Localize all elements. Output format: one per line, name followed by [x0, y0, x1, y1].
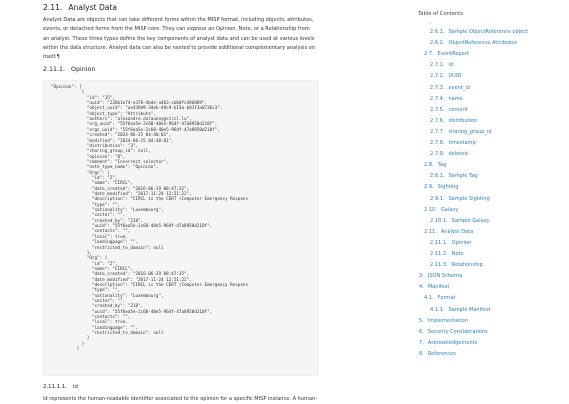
subsubsection-heading	[43, 384, 78, 390]
code-line: "uuid": "55f6ea5e-2c60-40e5-964f-47a8950d210f",	[51, 309, 213, 315]
toc-item-label: Sample Manifest	[448, 306, 491, 313]
intro-line: an analyst. These three types define the key components of analyst data and can be used at various levels	[43, 35, 315, 42]
toc-item-number: 2.9.1.	[430, 195, 445, 202]
toc-item-label: References	[427, 350, 456, 357]
code-line: "uuid": "238b1e74-e378-4bde-a463-cbb8fc496889",	[51, 101, 208, 107]
toc-item-number: 2.6.2.	[430, 40, 445, 47]
toc-item-number: 2.7.	[424, 51, 434, 58]
code-line: "Org": {	[51, 256, 108, 262]
toc-item-number: 2.7.5.	[430, 106, 445, 113]
toc-item-label: Tag	[437, 162, 447, 169]
code-line: "modified": "2024-06-25 04:40:01",	[51, 138, 174, 144]
intro-line: Analyst Data are objects that can take different forms within the MISP format, including objects, attributes,	[43, 17, 314, 23]
code-line: "restricted_to_domain": null	[51, 331, 164, 337]
code-line: "contacts": "",	[51, 229, 131, 235]
toc-item[interactable]	[419, 273, 462, 279]
toc-item[interactable]	[430, 85, 470, 91]
toc-item[interactable]	[424, 229, 473, 235]
code-line: "type": "",	[51, 288, 121, 294]
toc-item[interactable]	[419, 329, 488, 335]
code-line: "sharing_group_id": null,	[51, 149, 151, 155]
toc-item-number: 2.11.3.	[430, 262, 448, 269]
toc-item-label: Manifest	[427, 284, 450, 291]
toc-item[interactable]	[419, 318, 468, 324]
code-line: "date_created": "2016-06-29 08:47:35",	[51, 186, 190, 192]
toc-item-number: 2.7.9.	[430, 151, 445, 158]
intro-paragraph	[43, 16, 319, 62]
code-line: "opinion": "0",	[51, 154, 126, 160]
table-of-contents	[418, 0, 569, 404]
code-line: "local": true,	[51, 234, 128, 240]
code-line: "date_modified": "2017-11-24 12:51:22",	[51, 192, 192, 197]
subsection-heading	[43, 66, 95, 73]
section-heading	[43, 3, 117, 12]
toc-item[interactable]	[430, 251, 464, 257]
toc-item[interactable]	[424, 162, 446, 168]
toc-item-number: 4.1.1.	[430, 306, 445, 313]
code-line: "nationality": "Luxembourg",	[51, 293, 164, 299]
toc-item-label: Sample ObjectReference object	[448, 29, 528, 35]
code-line: }	[51, 341, 85, 347]
toc-item-number: 2.8.1.	[430, 173, 445, 180]
toc-item-label: event_id	[448, 84, 470, 91]
code-line: "note_type_name": "Opinion",	[51, 165, 159, 171]
toc-item-number: 4.1.	[424, 295, 434, 302]
toc-item[interactable]	[430, 96, 463, 102]
toc-item-label: sharing_group_id	[448, 128, 492, 135]
toc-item[interactable]	[430, 218, 490, 224]
toc-item-number: 3.	[419, 273, 424, 280]
code-line: "sector": "",	[51, 299, 126, 304]
subsection-number: 2.11.1.	[43, 66, 66, 73]
toc-item-number: 2.10.1.	[430, 217, 448, 224]
toc-item-number: 4.	[419, 284, 424, 291]
toc-item-label: Note	[451, 251, 464, 257]
toc-item[interactable]	[430, 107, 468, 113]
toc-item[interactable]	[419, 284, 449, 290]
toc-item-label: Sample Tag	[448, 173, 478, 180]
code-line: "Opinion": [	[51, 85, 82, 90]
toc-item[interactable]	[424, 295, 455, 301]
toc-item-label: name	[448, 95, 463, 102]
toc-scroll-indicator: ,	[430, 19, 432, 25]
toc-item-number: 8.	[419, 350, 424, 357]
toc-item[interactable]	[430, 62, 453, 68]
code-line: "nationality": "Luxembourg",	[51, 208, 164, 214]
id-paragraph: id represents the human-readable identifier associated to the opinion for a specific MISP instance. A human-	[43, 396, 318, 402]
toc-item[interactable]	[424, 51, 469, 57]
code-line: {	[51, 90, 85, 96]
code-line: "Orgc": {	[51, 170, 110, 176]
toc-item-number: 2.7.8.	[430, 140, 445, 146]
toc-item-label: content	[448, 106, 468, 113]
toc-title: Table of Contents	[418, 11, 464, 17]
subsubsection-title: id	[73, 384, 78, 390]
code-line: "contacts": "",	[51, 315, 131, 321]
code-line: "date_created": "2016-06-29 08:47:35",	[51, 272, 190, 278]
toc-item-label: deleted	[448, 151, 468, 158]
intro-line: itself.¶	[43, 54, 60, 61]
toc-item-number: 5.	[419, 317, 424, 324]
toc-item-label: Format	[437, 295, 456, 302]
subsubsection-number: 2.11.1.1.	[43, 384, 68, 390]
code-line: "landingpage": "",	[51, 325, 138, 331]
code-line: "comment": "Incorrect selector",	[51, 159, 169, 165]
toc-item-number: 2.7.3.	[430, 84, 445, 91]
toc-item-number: 2.11.2.	[430, 251, 448, 257]
code-line: "orgc_uuid": "55f6ea5e-2c60-40e5-964f-47a8950d210f",	[51, 127, 220, 133]
code-line: "org_uuid": "55f6ea5e-2c60-40e5-964f-47a8950d210f",	[51, 122, 218, 128]
toc-item-label: UUID	[448, 73, 462, 80]
main-content	[43, 0, 318, 404]
code-line: "object_type": "Attribute",	[51, 111, 156, 117]
toc-item-label: Implementation	[427, 317, 468, 324]
toc-item[interactable]	[430, 307, 491, 313]
toc-item-label: Sample Galaxy	[451, 217, 490, 224]
toc-item[interactable]	[419, 351, 456, 357]
toc-item[interactable]	[419, 340, 477, 346]
toc-item-label: EventReport	[437, 51, 469, 58]
code-line: "local": true,	[51, 320, 128, 326]
toc-item-number: 2.7.6.	[430, 117, 445, 124]
toc-item-label: Galaxy	[440, 206, 459, 213]
code-line: "restricted_to_domain": null	[51, 245, 164, 251]
toc-item-number: 2.10.	[424, 206, 437, 213]
code-line: },	[51, 250, 92, 256]
intro-line: events, or detached forms from the MISP core. They can express an Opinion, Note, or a Relationship from	[43, 26, 310, 33]
code-line: "id": "2",	[51, 175, 118, 181]
section-number: 2.11.	[43, 3, 63, 12]
toc-item[interactable]	[424, 207, 458, 213]
toc-item-label: JSON Schema	[427, 273, 463, 280]
toc-item[interactable]	[430, 129, 492, 135]
code-line: "authors": "alexandre.dulaunoy@circl.lu",	[51, 117, 192, 123]
code-line: "distribution": "3",	[51, 143, 138, 149]
intro-line: within the data structure. Analyst data can also be nested to provide additional complementary analysis on	[43, 44, 316, 51]
toc-item[interactable]	[430, 262, 483, 268]
toc-item-number: 2.8.	[424, 162, 434, 169]
toc-item[interactable]	[430, 29, 528, 35]
toc-item-number: 2.7.4.	[430, 95, 445, 102]
code-line: "id": "2",	[51, 261, 118, 267]
code-line: "name": "CIRCL",	[51, 181, 133, 187]
toc-item[interactable]	[430, 40, 517, 46]
code-line: "sector": "",	[51, 213, 126, 219]
toc-item[interactable]	[430, 196, 490, 202]
toc-item[interactable]	[424, 184, 458, 190]
code-block[interactable]	[43, 80, 318, 376]
toc-item[interactable]	[430, 151, 468, 157]
toc-item-label: Analyst Data	[440, 228, 474, 235]
toc-item[interactable]	[430, 140, 476, 146]
toc-item-label: id	[448, 62, 454, 69]
code-line: "description": "CIRCL is the CERT (Computer Emergency Respons	[51, 282, 249, 288]
toc-item-number: 7.	[419, 339, 424, 346]
code-line: "type": "",	[51, 202, 121, 208]
toc-item-number: 2.9.	[424, 184, 434, 191]
toc-item-label: distribution	[448, 117, 478, 124]
code-line: ]	[51, 347, 80, 353]
toc-item-number: 2.7.2.	[430, 73, 445, 80]
toc-item-number: 2.7.7.	[430, 128, 445, 135]
toc-item-number: 6.	[419, 328, 424, 335]
code-line: "description": "CIRCL is the CERT (Computer Emergency Respons	[51, 197, 249, 203]
code-line: "object_uuid": "ae439d9-3deb-49c9-b13a-b01f3a0736c3",	[51, 106, 223, 112]
section-title: Analyst Data	[68, 3, 118, 12]
code-line: "created_by": "218",	[51, 304, 144, 310]
code-line: "name": "CIRCL",	[51, 266, 133, 272]
toc-item[interactable]	[430, 73, 461, 79]
subsection-title: Opinion	[71, 66, 96, 73]
toc-item-label: Opinion	[451, 239, 472, 246]
toc-item[interactable]	[430, 240, 471, 246]
toc-item-label: Sighting	[437, 184, 459, 191]
toc-item[interactable]	[430, 173, 478, 179]
code-line: }	[51, 336, 90, 342]
code-line: "created_by": "218",	[51, 218, 144, 224]
code-line: "date_modified": "2017-11-24 12:51:22",	[51, 277, 192, 283]
code-line: "id": "15",	[51, 95, 115, 101]
code-line: "landingpage": "",	[51, 240, 138, 246]
toc-item-number: 2.6.1.	[430, 29, 445, 35]
toc-item-label: Acknowledgements	[427, 339, 478, 346]
toc-item-number: 2.7.1.	[430, 62, 445, 69]
toc-item-label: timestamp	[448, 140, 476, 146]
toc-item-label: Sample Sighting	[448, 195, 490, 202]
toc-item[interactable]	[430, 118, 477, 124]
toc-item-label: ObjectReference Attributes	[448, 40, 517, 47]
toc-item-label: Relationship	[451, 262, 483, 269]
toc-item-number: 2.11.	[424, 228, 437, 235]
toc-item-label: Security Considerations	[427, 328, 488, 335]
code-line: "uuid": "55f6ea5e-2c60-40e5-964f-47a8950d210f",	[51, 224, 213, 230]
toc-item-number: 2.11.1.	[430, 239, 448, 246]
code-line: "created": "2024-06-25 04:40:01",	[51, 133, 172, 139]
